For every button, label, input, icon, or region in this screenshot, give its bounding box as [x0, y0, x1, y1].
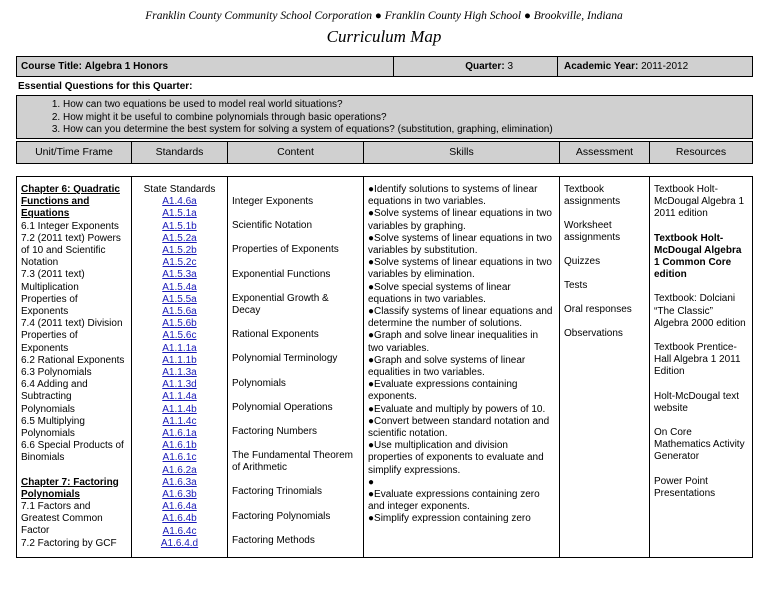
standard-link[interactable]: A1.6.4c: [162, 525, 197, 537]
essential-question: 1. How can two equations be used to model real world situations?: [63, 99, 752, 112]
unit-item: 6.6 Special Products of Binomials: [21, 440, 124, 464]
skill-item: ●Classify systems of linear equations and determine the number of solutions.: [368, 306, 553, 330]
content-item: Properties of Exponents: [232, 244, 339, 256]
skill-item: ●Identify solutions to systems of linear equations in two variables.: [368, 184, 538, 208]
unit-item: 6.2 Rational Exponents: [21, 354, 125, 366]
skill-item: ●Simplify expression containing zero: [368, 513, 531, 525]
standard-link[interactable]: A1.6.2a: [162, 464, 197, 476]
content-item: Polynomial Operations: [232, 401, 333, 413]
standard-link[interactable]: A1.1.1a: [162, 342, 197, 354]
standard-link[interactable]: A1.6.3b: [162, 489, 197, 501]
standard-link[interactable]: A1.1.1b: [162, 354, 197, 366]
assessment-item: Quizzes: [564, 256, 601, 267]
column-header-unit: Unit/Time Frame: [35, 146, 113, 158]
course-title-label: Course Title:: [21, 61, 82, 72]
content-column: [227, 177, 363, 557]
unit-item: 7.4 (2011 text) Division Properties of Exponents: [21, 318, 123, 354]
content-item: Polynomial Terminology: [232, 353, 338, 365]
quarter-label: Quarter:: [465, 61, 505, 72]
skill-item: ●Convert between standard notation and scientific notation.: [368, 415, 550, 440]
skill-item: ●Solve special systems of linear equations in two variables.: [368, 281, 511, 305]
content-item: Factoring Trinomials: [232, 486, 323, 498]
quarter-value: 3: [507, 61, 513, 72]
resource-item: Power Point Presentations: [654, 475, 716, 499]
essential-question: 3. How can you determine the best system for solving a system of equations? (substitution, graphing, elimination): [63, 124, 752, 137]
content-item: Exponential Functions: [232, 268, 331, 280]
standard-link[interactable]: A1.5.3a: [162, 269, 197, 281]
standard-link[interactable]: A1.6.4b: [162, 513, 197, 525]
standard-link[interactable]: A1.5.6a: [162, 306, 197, 318]
standard-link[interactable]: A1.1.4b: [162, 403, 197, 415]
assessment-item: Observations: [564, 328, 623, 339]
resource-item: Textbook Holt-McDougal Algebra 1 Common Core edition: [654, 232, 742, 281]
standard-link[interactable]: A1.1.4c: [162, 415, 197, 427]
standard-link[interactable]: A1.5.6c: [162, 330, 197, 342]
standard-link[interactable]: A1.5.5a: [162, 293, 197, 305]
standard-link[interactable]: A1.6.4.d: [160, 537, 199, 549]
resource-item: Holt-McDougal text website: [654, 390, 740, 414]
standard-link[interactable]: A1.5.4a: [162, 281, 197, 293]
column-header-resources: Resources: [649, 142, 752, 163]
course-info-row: [16, 56, 753, 77]
unit-item: 6.4 Adding and Subtracting Polynomials: [21, 379, 88, 415]
skill-item: ●Solve systems of linear equations in two variables by elimination.: [368, 257, 552, 281]
unit-item: 6.5 Multiplying Polynomials: [21, 415, 85, 440]
unit-column: [17, 177, 131, 557]
content-item: Exponential Growth & Decay: [232, 292, 329, 316]
content-item: Integer Exponents: [232, 196, 314, 207]
essential-questions-label: Essential Questions for this Quarter:: [18, 81, 193, 92]
standard-link[interactable]: A1.5.6b: [162, 318, 197, 330]
standards-heading: State Standards: [143, 184, 216, 195]
unit-item: 6.1 Integer Exponents: [21, 220, 119, 232]
skill-item: ●Use multiplication and division properties of exponents to evaluate and simplify expressions.: [368, 440, 544, 476]
unit-item: 7.2 Factoring by GCF: [21, 537, 117, 549]
resource-item: On Core Mathematics Activity Generator: [654, 427, 745, 463]
column-header-row: [16, 141, 753, 164]
standard-link[interactable]: A1.5.1a: [162, 208, 197, 220]
content-item: Scientific Notation: [232, 220, 313, 232]
resources-column: [649, 177, 752, 557]
standard-link[interactable]: A1.6.1b: [162, 440, 197, 452]
resource-item: Textbook: Dolciani “The Classic” Algebra 2000 edition: [654, 293, 746, 329]
skill-item: ●Solve systems of linear equations in two variables by substitution.: [368, 232, 552, 257]
essential-questions-box: [16, 95, 753, 139]
standard-link[interactable]: A1.6.3a: [162, 476, 197, 488]
standard-link[interactable]: A1.5.2c: [162, 257, 197, 269]
content-item: Polynomials: [232, 377, 286, 389]
chapter-6-title: Chapter 6: Quadratic Functions and Equations: [21, 184, 120, 220]
content-item: The Fundamental Theorem of Arithmetic: [232, 450, 353, 474]
assessment-item: Textbook assignments: [564, 184, 621, 208]
essential-question: 2. How might it be useful to combine polynomials through basic operations?: [63, 112, 752, 125]
assessment-column: [559, 177, 649, 557]
school-header: Franklin County Community School Corporation ● Franklin County High School ● Brookville, Indiana: [145, 10, 623, 22]
skill-item: ●Graph and solve linear inequalities in two variables.: [368, 330, 539, 354]
standard-link[interactable]: A1.5.2a: [162, 232, 197, 244]
standard-link[interactable]: A1.6.1a: [162, 428, 197, 440]
skill-item: ●Evaluate expressions containing exponents.: [368, 379, 518, 403]
curriculum-table: [16, 176, 753, 558]
standard-link[interactable]: A1.6.4a: [162, 501, 197, 513]
course-title-value: Algebra 1 Honors: [84, 61, 169, 72]
skill-item: ●Graph and solve systems of linear equalities in two variables.: [368, 354, 526, 379]
content-item: Rational Exponents: [232, 329, 319, 341]
standard-link[interactable]: A1.1.3d: [162, 379, 197, 391]
skills-column: [363, 177, 559, 557]
standard-link[interactable]: A1.5.2b: [162, 245, 197, 257]
skill-item: ●Evaluate expressions containing zero and integer exponents.: [368, 489, 540, 513]
unit-item: 7.2 (2011 text) Powers of 10 and Scientific Notation: [21, 232, 121, 269]
standard-link[interactable]: A1.1.3a: [162, 367, 197, 379]
content-item: Factoring Polynomials: [232, 510, 331, 522]
unit-item: 7.3 (2011 text) Multiplication Properties of Exponents: [21, 269, 85, 318]
resource-item: Textbook Prentice-Hall Algebra 1 2011 Edition: [654, 342, 741, 378]
document-title: Curriculum Map: [326, 27, 442, 46]
standard-link[interactable]: A1.5.1b: [162, 220, 197, 232]
academic-year-cell: [557, 57, 753, 76]
academic-year-label: Academic Year:: [564, 61, 639, 72]
course-title-cell: [21, 57, 391, 76]
standard-link[interactable]: A1.6.1c: [162, 452, 197, 464]
standards-column: [131, 177, 227, 557]
assessment-item: Worksheet assignments: [564, 220, 621, 244]
resource-item: Textbook Holt-McDougal Algebra 1 2011 edition: [654, 184, 745, 220]
academic-year-value: 2011-2012: [641, 61, 689, 72]
assessment-item: Oral responses: [564, 304, 632, 315]
standard-link[interactable]: A1.4.6a: [162, 196, 197, 208]
unit-item: 7.1 Factors and Greatest Common Factor: [21, 501, 103, 537]
content-item: Factoring Methods: [232, 534, 315, 546]
skill-item: ●Solve systems of linear equations in two variables by graphing.: [368, 208, 552, 232]
unit-item: 6.3 Polynomials: [21, 367, 92, 379]
column-header-skills: Skills: [363, 142, 559, 163]
column-header-assessment: Assessment: [559, 142, 649, 163]
quarter-cell: [393, 57, 557, 76]
column-header-standards: Standards: [131, 142, 227, 163]
content-item: Factoring Numbers: [232, 425, 318, 437]
skill-item: ●Evaluate and multiply by powers of 10.: [368, 403, 546, 415]
assessment-item: Tests: [564, 280, 588, 291]
standard-link[interactable]: A1.1.4a: [162, 391, 197, 403]
skill-item: ●: [368, 476, 375, 488]
chapter-7-title: Chapter 7: Factoring Polynomials: [21, 476, 119, 500]
column-header-content: Content: [227, 142, 363, 163]
